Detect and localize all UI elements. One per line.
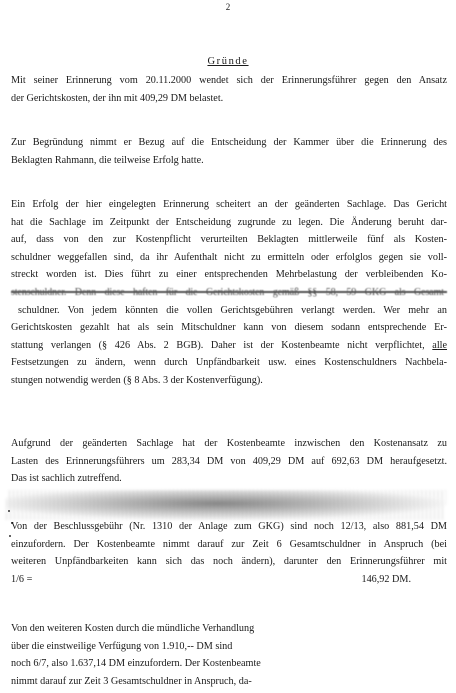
paragraph-3 xyxy=(11,196,447,390)
text-line: streckt worden ist. Dies führt zu einer entsprechenden Mehrbelastung der verbleibenden Ko- xyxy=(11,269,447,281)
text-line: der Gerichtskosten, der ihn mit 409,29 DM belastet. xyxy=(11,92,224,104)
fraction-label: 1/6 = xyxy=(11,573,33,585)
text-line: Von den weiteren Kosten durch die mündliche Verhandlung xyxy=(11,623,255,634)
text-line: nimmt darauf zur Zeit 3 Gesamtschuldner in Anspruch, da- xyxy=(11,675,252,687)
underlined-word: alle xyxy=(432,339,448,351)
text-line: weiteren Unpfändbarkeiten kann sich das noch ändern), darunter den Erinnerungsführer mit xyxy=(11,556,447,568)
text-line: Festsetzungen zu ändern, wenn durch Unpfändbarkeit usw. eines Kostenschuldners Nachbela- xyxy=(11,357,447,369)
text-line: Zur Begründung nimmt er Bezug auf die Entscheidung der Kammer über die Erinnerung des xyxy=(11,137,447,148)
text-line: Ein Erfolg der hier eingelegten Erinnerung scheitert an der geänderten Sachlage. Das Gericht xyxy=(11,199,447,210)
text-line: schuldner. Von jedem könnten die vollen Gerichtsgebühren verlangt werden. Wer mehr an xyxy=(18,304,447,316)
text-line: Aufgrund der geänderten Sachlage hat der Kostenbeamte inzwischen den Kostenansatz zu xyxy=(11,438,447,449)
section-heading: Gründe xyxy=(207,56,249,67)
text-line: Lasten des Erinnerungsführers um 283,34 DM von 409,29 DM auf 692,63 DM heraufgesetzt. xyxy=(11,455,447,467)
paragraph-4 xyxy=(11,435,447,488)
amount-row xyxy=(11,571,411,589)
text-line xyxy=(11,337,447,355)
page-number: 2 xyxy=(225,2,231,12)
copy-smudge xyxy=(6,490,446,520)
text-segment: stattung verlangen (§ 426 Abs. 2 BGB). Daher ist der Kostenbeamte nicht verpflichtet, xyxy=(11,339,425,351)
text-line: Gerichtskosten gezahlt hat als sein Mitschuldner kann von diesem sodann entsprechende Er- xyxy=(11,322,447,334)
text-line: Von der Beschlussgebühr (Nr. 1310 der Anlage zum GKG) sind noch 12/13, also 881,54 DM xyxy=(11,521,447,532)
text-line: über die einstweilige Verfügung von 1.910,-- DM sind xyxy=(11,640,233,652)
paragraph-6 xyxy=(11,620,311,690)
paragraph-1 xyxy=(11,72,447,107)
text-line: Beklagten Rahmann, die teilweise Erfolg hatte. xyxy=(11,154,204,166)
text-line: noch 6/7, also 1.637,14 DM einzufordern. Der Kostenbeamte xyxy=(11,658,261,670)
text-line: schuldner weggefallen sind, da ihr Aufenthalt nicht zu ermitteln oder erfolglos gegen sie voll- xyxy=(11,251,447,263)
text-line: stungen notwendig werden (§ 8 Abs. 3 der Kostenverfügung). xyxy=(11,374,263,386)
struck-through-line: stenschuldner. Denn diese haften für die Gerichtskosten gemäß §§ 58, 59 GKG als Gesamt- xyxy=(11,286,447,298)
paragraph-2 xyxy=(11,134,447,169)
text-line: auf, dass von den zur Kostenpflicht verurteilten Beklagten mittlerweile fünf als Kosten- xyxy=(11,234,447,246)
text-line: hat die Sachlage im Zeitpunkt der Entscheidung zugrunde zu legen. Die Änderung beruht dar- xyxy=(11,216,447,228)
text-line: einzufordern. Der Kostenbeamte nimmt darauf zur Zeit 6 Gesamtschuldner in Anspruch (bei xyxy=(11,538,447,550)
text-line: Das ist sachlich zutreffend. xyxy=(11,473,122,485)
text-line: Mit seiner Erinnerung vom 20.11.2000 wendet sich der Erinnerungsführer gegen den Ansatz xyxy=(11,75,447,86)
paragraph-5 xyxy=(11,518,447,588)
amount-value: 146,92 DM. xyxy=(361,573,411,585)
